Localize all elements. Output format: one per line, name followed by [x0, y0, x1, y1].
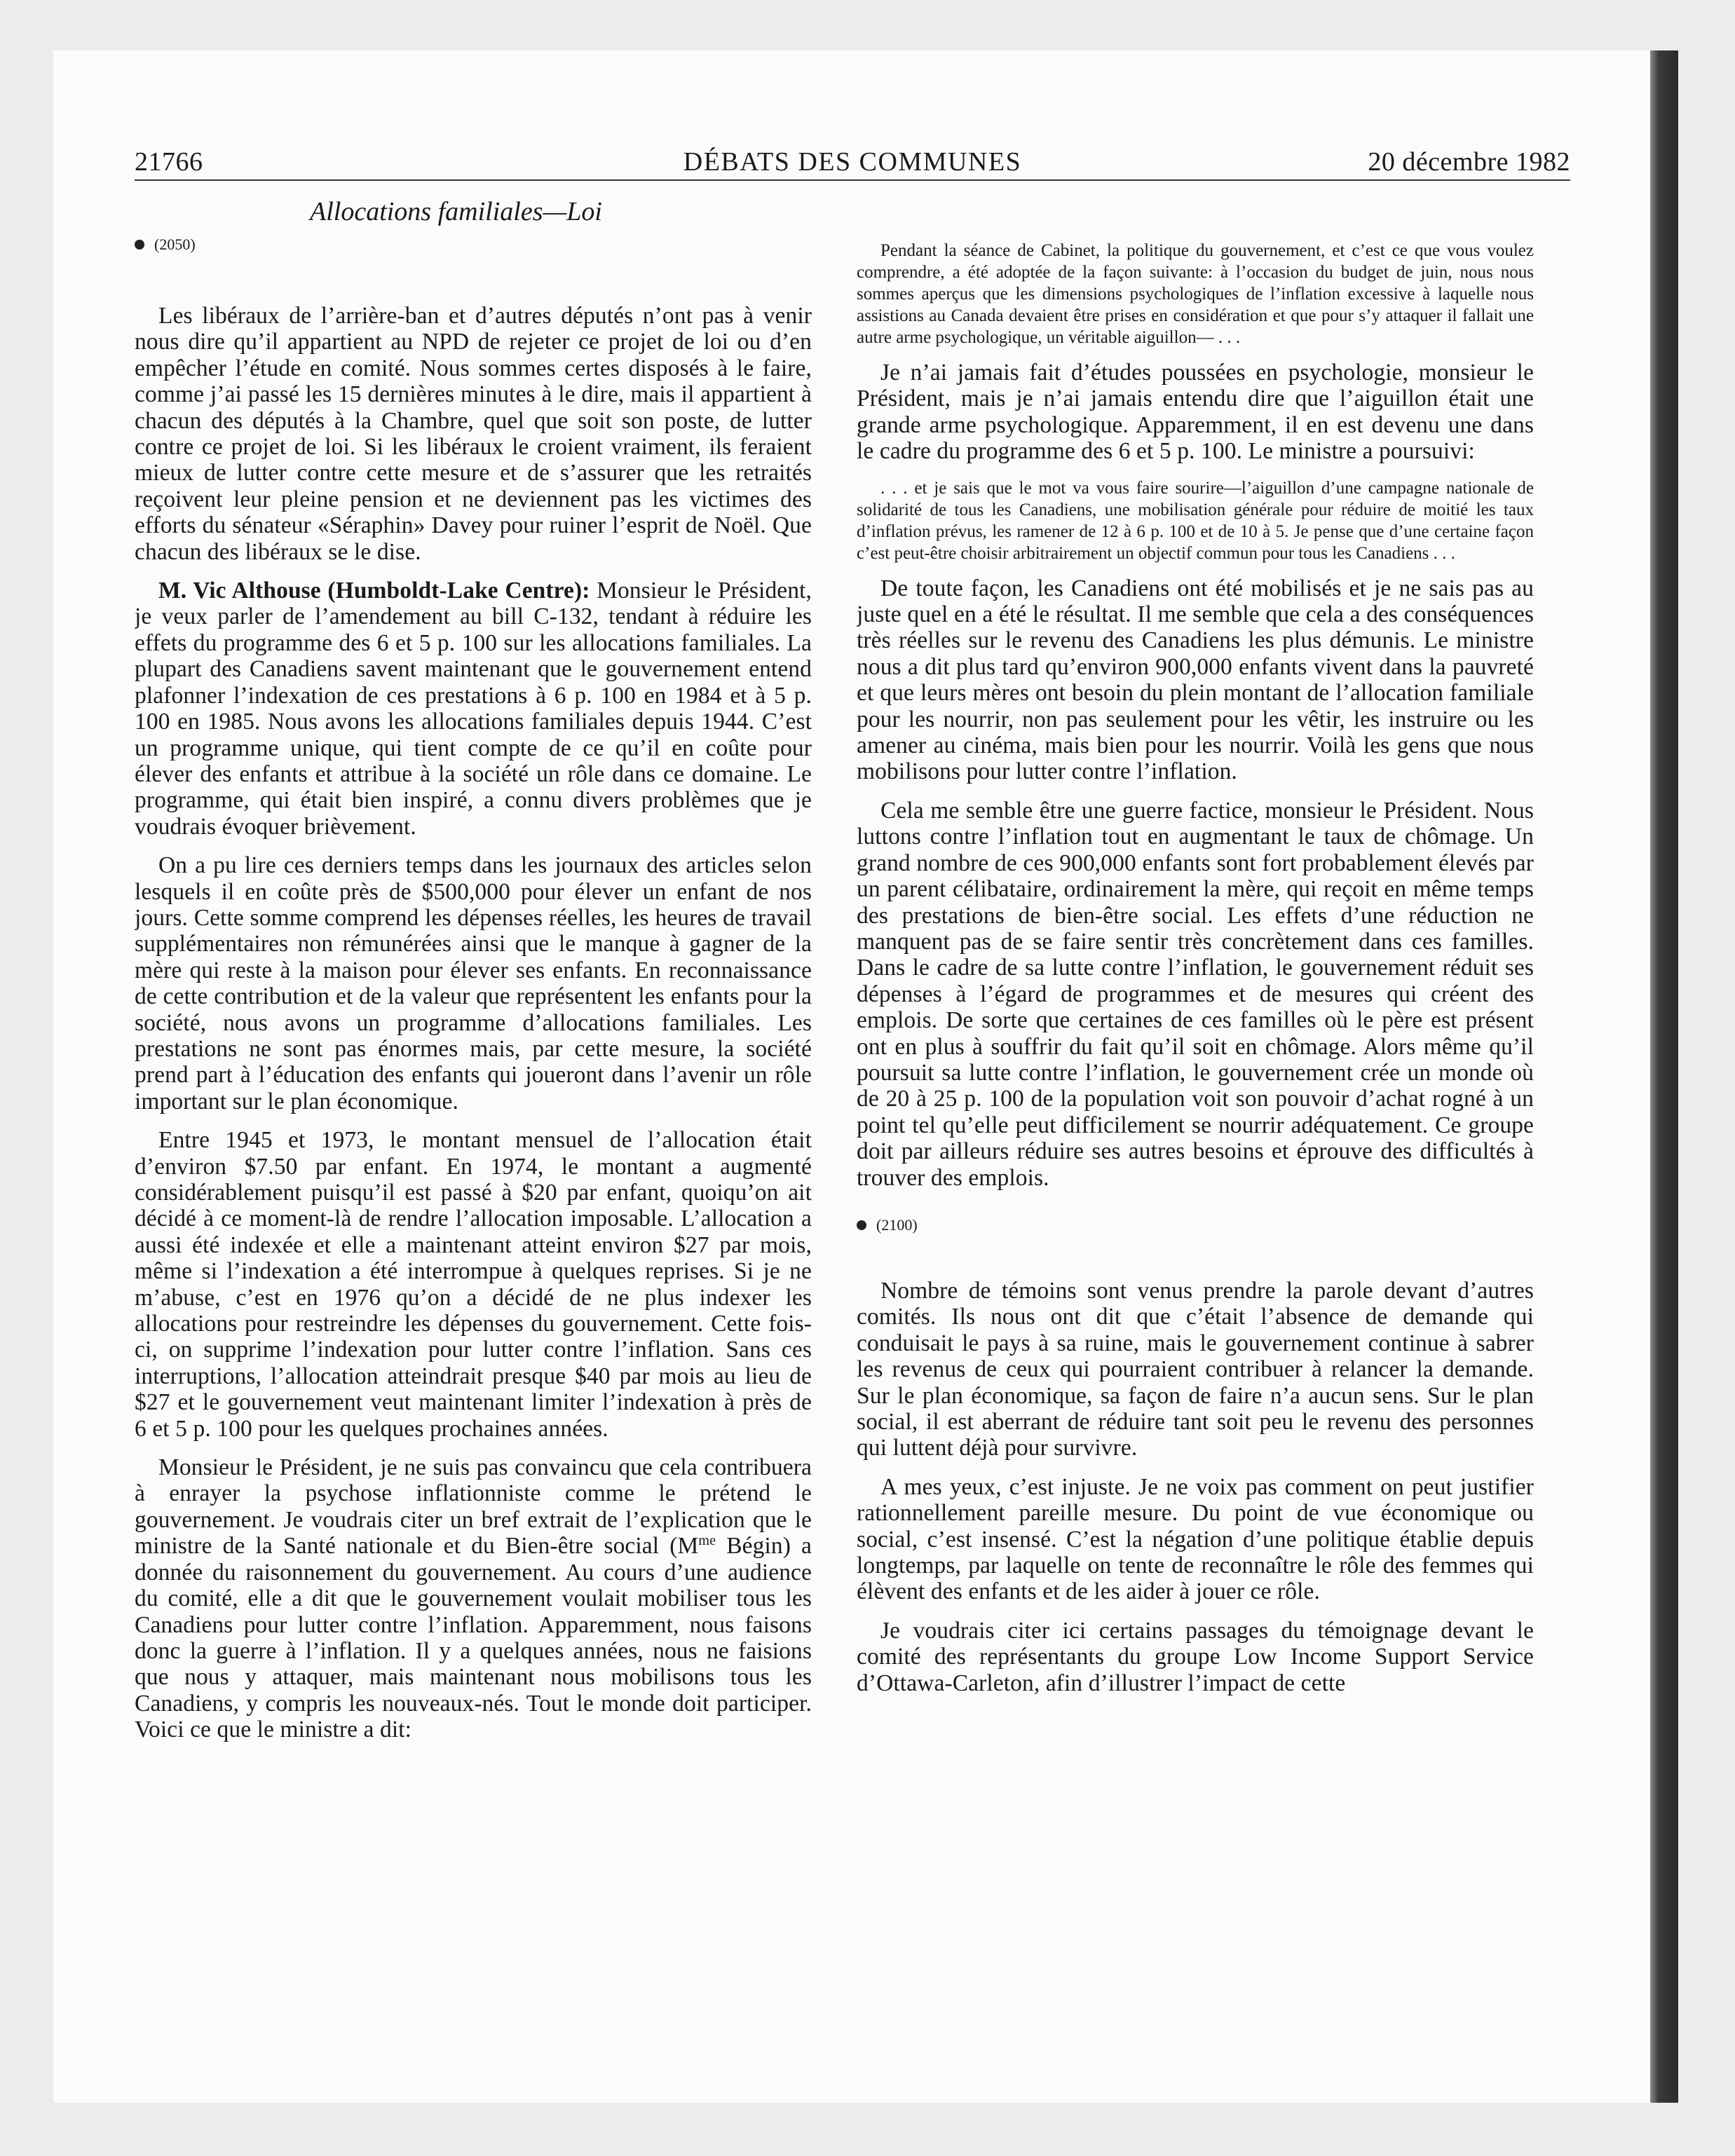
- bullet-dot-icon: [857, 1220, 866, 1230]
- paragraph: On a pu lire ces derniers temps dans les journaux des articles selon lesquels il en coûte près de $500,000 pour élever un enfant de nos jours. Cette somme comprend les dépenses réelles, les heures de travail supplémentaires non rémunérées ainsi que le manque à gagner de la mère qui reste à la maison pour élever ses enfants. En reconnaissance de cette contribution et de la valeur que représentent les enfants pour la société, nous avons un programme d’allocations familiales. Les prestations ne sont pas énormes mais, par cette mesure, la société prend part à l’éducation des enfants qui joueront dans l’avenir un rôle important sur le plan économique.: [135, 852, 812, 1114]
- bullet-dot-icon: [135, 240, 144, 250]
- page-header: [135, 144, 1570, 179]
- paragraph: Je voudrais citer ici certains passages du témoignage devant le comité des représentants du groupe Low Income Support Service d’Ottawa-Carleton, afin d’illustrer l’impact de cette: [857, 1617, 1534, 1696]
- block-quote: . . . et je sais que le mot va vous faire sourire—l’aiguillon d’une campagne nationale de solidarité de tous les Canadiens, une mobilisation générale pour réduire de moitié les taux d’inflation prévus, les ramener de 12 à 6 p. 100 et de 10 à 5. Je pense que d’une certaine façon c’est peut-être choisir arbitrairement un objectif commun pour tous les Canadiens . . .: [857, 478, 1534, 563]
- left-column: [135, 189, 812, 2082]
- speaker-text: Monsieur le Président, je veux parler de l’amendement au bill C-132, tendant à réduire les effets du programme des 6 et 5 p. 100 sur les allocations familiales. La plupart des Canadiens savent maintenant que le gouvernement entend plafonner l’indexation de ces prestations à 6 p. 100 en 1984 et à 5 p. 100 en 1985. Nous avons les allocations familiales depuis 1944. C’est un programme unique, qui tient compte de ce qu’il en coûte pour élever des enfants et attribue à la société un rôle dans ce domaine. Le programme, qui était bien inspiré, a connu divers problèmes que je voudrais évoquer brièvement.: [135, 578, 812, 840]
- time-marker: [135, 236, 812, 254]
- speaker-paragraph: [135, 578, 812, 840]
- right-column: [857, 189, 1534, 2082]
- page-number: 21766: [135, 147, 203, 177]
- paragraph-text: Bégin) a donnée du raisonnement du gouvernement. Au cours d’une audience du comité, elle a dit que le gouvernement voulait mobiliser tous les Canadiens pour lutter contre l’inflation. Apparemment, nous faisons donc la guerre à l’inflation. Il y a quelques années, nous ne faisions que nous y attaquer, mais maintenant nous mobilisons tous les Canadiens, y compris les nouveaux-nés. Tout le monde doit participer. Voici ce que le ministre a dit:: [135, 1533, 812, 1743]
- time-marker: [857, 1216, 1534, 1234]
- time-marker-label: (2050): [154, 236, 196, 253]
- time-marker-label: (2100): [876, 1215, 918, 1234]
- scan-edge-shadow: [1650, 50, 1678, 2103]
- paragraph: Les libéraux de l’arrière-ban et d’autres députés n’ont pas à venir nous dire qu’il appartient au NPD de rejeter ce projet de loi ou d’en empêcher l’étude en comité. Nous sommes certes disposés à le faire, comme j’ai passé les 15 dernières minutes à le dire, mais il appartient à chacun des députés à la Chambre, quel que soit son poste, de lutter contre ce projet de loi. Si les libéraux le croient vraiment, ils feraient mieux de lutter contre cette mesure et de s’assurer que les retraités reçoivent leur pleine pension et ne deviennent pas les victimes des efforts du sénateur «Séraphin» Davey pour ruiner l’esprit de Noël. Que chacun des libéraux se le dise.: [135, 303, 812, 565]
- page-date: 20 décembre 1982: [1368, 147, 1570, 177]
- paragraph: Entre 1945 et 1973, le montant mensuel de l’allocation était d’environ $7.50 par enfant. En 1974, le montant a augmenté considérablement puisqu’il est passé à $20 par enfant, quoiqu’on ait décidé à ce moment-là de rendre l’allocation imposable. L’allocation a aussi été indexée et elle a maintenant atteint environ $27 par mois, même si l’indexation a été interrompue à quelques reprises. Si je ne m’abuse, c’est en 1976 qu’on a décidé de ne plus indexer les allocations pour restreindre les dépenses du gouvernement. Cette fois-ci, on supprime l’indexation pour lutter contre l’inflation. Sans ces interruptions, l’allocation atteindrait presque $40 par mois au lieu de $27 et le gouvernement veut maintenant limiter l’indexation à près de 6 et 5 p. 100 pour les quelques prochaines années.: [135, 1127, 812, 1442]
- paragraph: Nombre de témoins sont venus prendre la parole devant d’autres comités. Ils nous ont dit que c’était l’absence de demande qui conduisait le pays à sa ruine, mais le gouvernement continue à sabrer les revenus de ceux qui pourraient contribuer à relancer la demande. Sur le plan économique, sa façon de faire n’a aucun sens. Sur le plan social, il est aberrant de réduire tant soit peu le revenu des personnes qui luttent déjà pour survivre.: [857, 1277, 1534, 1461]
- block-quote: Pendant la séance de Cabinet, la politique du gouvernement, et c’est ce que vous voulez comprendre, a été adoptée de la façon suivante: à l’occasion du budget de juin, nous nous sommes aperçus que les dimensions psychologiques de l’inflation excessive à laquelle nous assistions au Canada devaient être prises en considération et que pour s’y attaquer il fallait une autre arme psychologique, un véritable aiguillon— . . .: [857, 241, 1534, 347]
- paragraph: De toute façon, les Canadiens ont été mobilisés et je ne sais pas au juste quel en a été le résultat. Il me semble que cela a des conséquences très réelles sur le revenu des Canadiens les plus démunis. Le ministre nous a dit plus tard qu’environ 900,000 enfants vivent dans la pauvreté et que leurs mères ont besoin du plein montant de l’allocation familiale pour les nourrir, non pas seulement pour les vêtir, les instruire ou les amener au cinéma, mais bien pour les nourrir. Voilà les gens que nous mobilisons pour lutter contre l’inflation.: [857, 575, 1534, 785]
- publication-title: DÉBATS DES COMMUNES: [683, 147, 1022, 177]
- paragraph: A mes yeux, c’est injuste. Je ne voix pas comment on peut justifier rationnellement pareille mesure. Du point de vue économique ou social, c’est insensé. C’est la négation d’une politique établie depuis longtemps, par laquelle on tente de reconnaître le rôle des femmes qui élèvent des enfants et de les aider à jouer ce rôle.: [857, 1473, 1534, 1605]
- paragraph: Je n’ai jamais fait d’études poussées en psychologie, monsieur le Président, mais je n’ai jamais entendu dire que l’aiguillon était une grande arme psychologique. Apparemment, il en est devenu une dans le cadre du programme des 6 et 5 p. 100. Le ministre a poursuivi:: [857, 360, 1534, 465]
- speaker-name: M. Vic Althouse (Humboldt-Lake Centre):: [158, 578, 590, 604]
- header-rule: [135, 179, 1570, 181]
- superscript: me: [698, 1533, 716, 1549]
- paragraph-text: Monsieur le Président, je ne suis pas convaincu que cela contribuera à enrayer la psychose inflationniste comme le prétend le gouvernement. Je voudrais citer un bref extrait de l’explication que le ministre de la Santé nationale et du Bien-être social (M: [135, 1454, 812, 1560]
- paragraph: Cela me semble être une guerre factice, monsieur le Président. Nous luttons contre l’inflation tout en augmentant le taux de chômage. Un grand nombre de ces 900,000 enfants sont fort probablement élevés par un parent célibataire, ordinairement la mère, qui reçoit en même temps des prestations de bien-être social. Les effets d’une réduction ne manquent pas de se faire sentir très concrètement dans ces familles. Dans le cadre de sa lutte contre l’inflation, le gouvernement réduit ses dépenses à l’égard de programmes et de mesures qui créent des emplois. De sorte que certaines de ces familles où le père est présent ont en plus à souffrir du fait qu’il soit en chômage. Alors même qu’il poursuit sa lutte contre l’inflation, le gouvernement crée un monde où de 20 à 25 p. 100 de la population voit son pouvoir d’achat rogné à un point tel qu’elle peut difficilement se nourrir adéquatement. Ce groupe doit par ailleurs réduire ses autres besoins et éprouve des difficultés à trouver des emplois.: [857, 797, 1534, 1191]
- paragraph: [135, 1454, 812, 1742]
- subject-heading: Allocations familiales—Loi: [310, 197, 602, 226]
